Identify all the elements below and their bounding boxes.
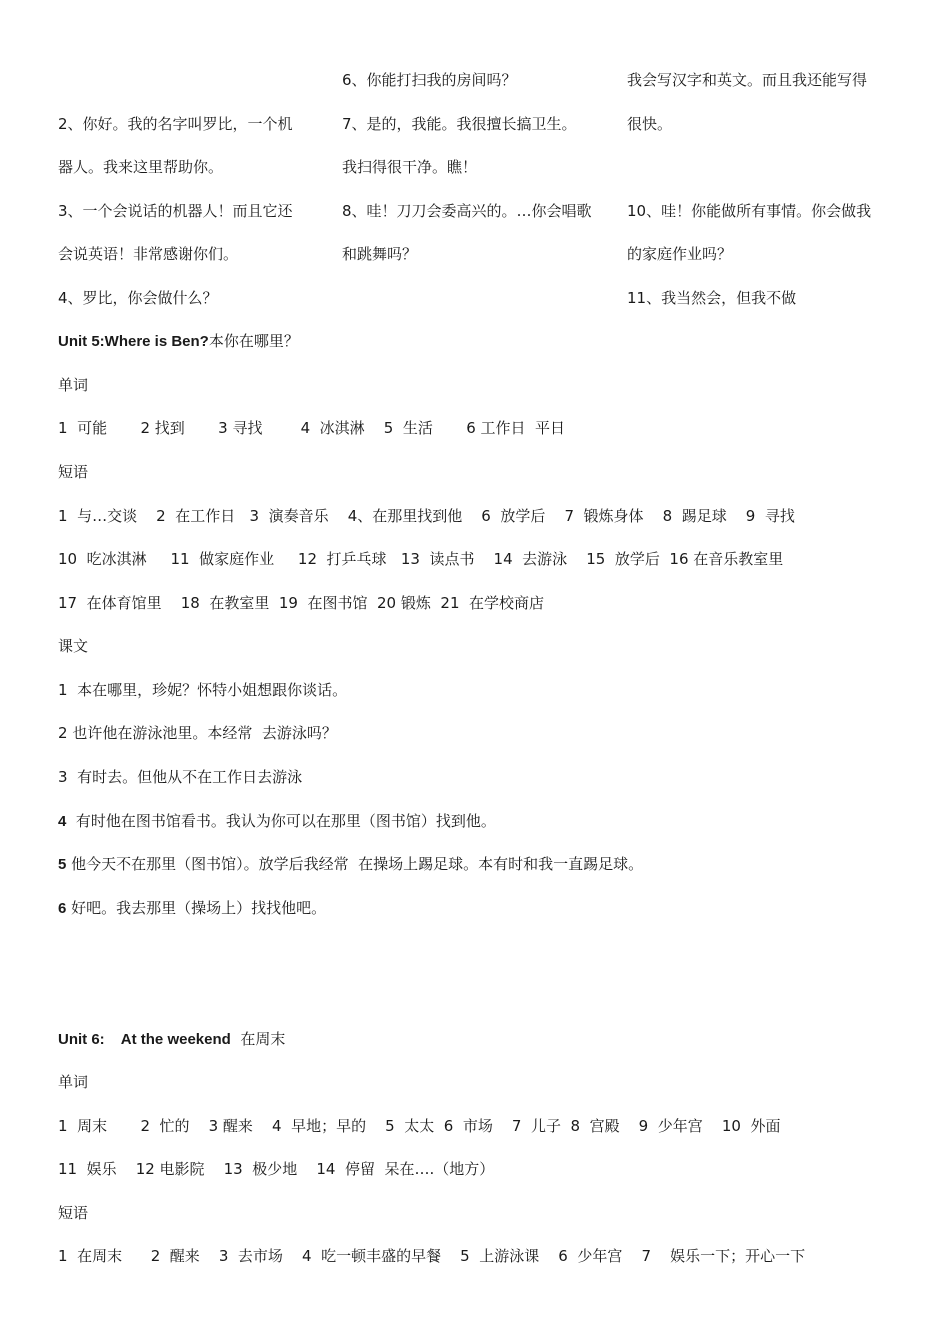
col3-line-1: 我会写汉字和英文。而且我还能写得 (627, 71, 868, 89)
col1-line-5: 4、罗比，你会做什么？ (58, 289, 218, 307)
col3-line-3: 10、哇！你能做所有事情。你会做我 (627, 202, 872, 220)
unit5-text-heading: 课文 (58, 637, 89, 655)
unit5-title-en: Unit 5:Where is Ben? (58, 333, 209, 350)
unit5-text-line-2 (58, 723, 337, 743)
col3-line-5: 11、我当然会，但我不做 (627, 289, 797, 307)
unit6-title (58, 1029, 285, 1050)
unit6-words-line-2: 11 娱乐 12 电影院 13 极少地 14 停留 呆在….（地方） (58, 1160, 495, 1178)
col2-line-2: 7、是的，我能。我很擅长搞卫生。 (342, 115, 577, 133)
col2-line-1: 6、你能打扫我的房间吗？ (342, 71, 517, 89)
text-line-number: 3 (58, 768, 68, 786)
text-line-content: 本在哪里，珍妮？怀特小姐想跟你谈话。 (67, 681, 348, 699)
unit5-words: 1 可能 2 找到 3 寻找 4 冰淇淋 5 生活 6 工作日 平日 (58, 419, 566, 437)
col1-line-3: 3、一个会说话的机器人！而且它还 (58, 202, 293, 220)
text-line-content: 也许他在游泳池里。本经常 去游泳吗？ (67, 724, 337, 742)
col1-line-1: 2、你好。我的名字叫罗比，一个机 (58, 115, 293, 133)
text-line-number: 2 (58, 724, 68, 742)
text-line-number: 4 (58, 813, 67, 830)
unit5-text-line-4 (58, 811, 496, 832)
text-line-content: 有时去。但他从不在工作日去游泳 (67, 768, 303, 786)
unit6-phrases: 1 在周末 2 醒来 3 去市场 4 吃一顿丰盛的早餐 5 上游泳课 6 少年宫 7 娱乐一下；开心一下 (58, 1247, 806, 1265)
unit5-title-cn: 本你在哪里？ (208, 332, 299, 350)
unit5-text-line-6 (58, 898, 326, 919)
unit5-phrases-heading: 短语 (58, 463, 89, 481)
text-line-number: 6 (58, 900, 67, 917)
text-line-number: 1 (58, 681, 68, 699)
unit5-title (58, 331, 299, 352)
col3-line-2: 很快。 (627, 115, 673, 133)
col1-line-4: 会说英语！非常感谢你们。 (58, 245, 239, 263)
col1-line-2: 器人。我来这里帮助你。 (58, 158, 224, 176)
unit5-text-line-1 (58, 680, 347, 700)
unit6-title-cn: 在周末 (230, 1030, 286, 1048)
unit5-phrases-line-1: 1 与…交谈 2 在工作日 3 演奏音乐 4、在那里找到他 6 放学后 7 锻炼身体 8 踢足球 9 寻找 (58, 507, 795, 525)
col2-line-3: 我扫得很干净。瞧！ (342, 158, 478, 176)
text-line-content: 好吧。我去那里（操场上）找找他吧。 (66, 899, 327, 917)
unit5-phrases-line-2: 10 吃冰淇淋 11 做家庭作业 12 打乒乓球 13 读点书 14 去游泳 15 放学后 16 在音乐教室里 (58, 550, 784, 568)
text-line-content: 有时他在图书馆看书。我认为你可以在那里（图书馆）找到他。 (66, 812, 496, 830)
unit5-words-heading: 单词 (58, 376, 89, 394)
unit6-phrases-heading: 短语 (58, 1204, 89, 1222)
unit5-text-line-3 (58, 767, 302, 787)
unit6-title-en: Unit 6: At the weekend (58, 1031, 231, 1048)
col2-line-4: 8、哇！刀刀会委高兴的。…你会唱歌 (342, 202, 592, 220)
col3-line-4: 的家庭作业吗？ (627, 245, 733, 263)
unit6-words-heading: 单词 (58, 1073, 89, 1091)
col2-line-5: 和跳舞吗？ (342, 245, 418, 263)
text-line-number: 5 (58, 856, 67, 873)
unit5-phrases-line-3: 17 在体育馆里 18 在教室里 19 在图书馆 20 锻炼 21 在学校商店 (58, 594, 545, 612)
unit6-words-line-1: 1 周末 2 忙的 3 醒来 4 早地；早的 5 太太 6 市场 7 儿子 8 宫殿 9 少年宫 10 外面 (58, 1117, 781, 1135)
text-line-content: 他今天不在那里（图书馆）。放学后我经常 在操场上踢足球。本有时和我一直踢足球。 (66, 855, 644, 873)
unit5-text-line-5 (58, 854, 643, 875)
